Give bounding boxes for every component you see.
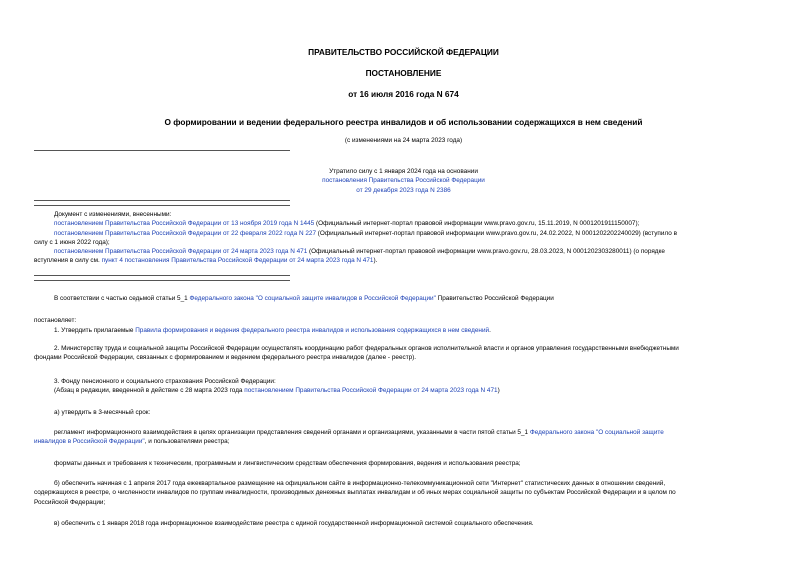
paragraph-3 bbox=[54, 377, 500, 396]
divider bbox=[34, 275, 290, 276]
body-line: б) обеспечить начиная с 1 апреля 2017 года ежеквартальное размещение на официальном сайте в информационно-телекоммуникационной сети "Интернет" статистических данных в отношении сведений, bbox=[54, 480, 666, 487]
law-link[interactable]: Федерального закона "О социальной защите инвалидов в Российской Федерации" bbox=[189, 295, 436, 302]
rules-link[interactable]: Правила формирования и ведения федерального реестра инвалидов и использования содержащихся в нем сведений bbox=[135, 327, 490, 334]
divider bbox=[34, 280, 290, 281]
body-text: Правительство Российской Федерации bbox=[435, 295, 554, 302]
expiry-link[interactable]: постановления Правительства Российской Федерации bbox=[322, 177, 485, 185]
amendment-text: ). bbox=[373, 257, 378, 265]
paragraph-2 bbox=[34, 344, 774, 363]
body-text: регламент информационного взаимодействия в целях организации представления сведений органами и организациями, указанными в части пятой статьи 5_1 bbox=[54, 429, 530, 436]
amendment-item bbox=[54, 219, 774, 228]
body-line: 2. Министерству труда и социальной защиты Российской Федерации осуществлять координацию работ федеральных органов исполнительной власти и органов управления государственными внебюджетными bbox=[54, 345, 679, 352]
amendment-source: (Официальный интернет-портал правовой информации www.pravo.gov.ru, 28.03.2023, N 0001202303280011) (о порядке bbox=[307, 248, 665, 256]
divider bbox=[34, 150, 290, 151]
body-text: . bbox=[489, 327, 491, 334]
amendments-block bbox=[34, 210, 774, 266]
amendment-source: (Официальный интернет-портал правовой информации www.pravo.gov.ru, 24.02.2022, N 0001202202240029) (вступило в bbox=[316, 229, 677, 237]
body-line: содержащихся в реестре, о численности инвалидов по группам инвалидности, производимых денежных выплатах инвалидам и об иных мерах социальной защиты по субъектам Российской Федерации и в целом по bbox=[34, 489, 676, 497]
subparagraph-a-item-2: форматы данных и требования к техническим, программным и лингвистическим средствам обеспечения формирования, ведения и использования реестра; bbox=[54, 460, 521, 467]
amendment-link[interactable]: постановлением Правительства Российской Федерации от 24 марта 2023 года N 471 bbox=[54, 248, 308, 256]
document-title: О формировании и ведении федерального реестра инвалидов и об использовании содержащихся в нем сведений bbox=[164, 117, 643, 127]
government-name: ПРАВИТЕЛЬСТВО РОССИЙСКОЙ ФЕДЕРАЦИИ bbox=[308, 47, 499, 57]
body-text: В соответствии с частью седьмой статьи 5_1 bbox=[54, 295, 190, 302]
body-text: ) bbox=[497, 387, 500, 395]
body-text: 1. Утвердить прилагаемые bbox=[54, 327, 136, 334]
amendment-link[interactable]: пункт 4 постановления Правительства Российской Федерации от 24 марта 2023 года N 471 bbox=[101, 257, 374, 265]
amendment-source: (Официальный интернет-портал правовой информации www.pravo.gov.ru, 15.11.2019, N 0001201911150007); bbox=[314, 220, 640, 228]
amendment-continuation: силу с 1 июня 2022 года); bbox=[34, 238, 110, 246]
divider bbox=[34, 200, 290, 201]
amendment-item bbox=[54, 229, 774, 238]
expiry-line: Утратило силу с 1 января 2024 года на основании bbox=[329, 168, 478, 175]
amendment-link[interactable]: постановлением Правительства Российской Федерации от 24 марта 2023 года N 471 bbox=[244, 387, 498, 395]
paragraph-1 bbox=[54, 326, 491, 335]
amendment-text: вступления в силу см. bbox=[34, 257, 102, 265]
law-link[interactable]: Федерального закона "О социальной защите bbox=[529, 429, 664, 436]
body-line: фондами Российской Федерации, связанных с формированием и ведением федерального реестра инвалидов (далее - реестр). bbox=[34, 354, 417, 362]
subparagraph-a: а) утвердить в 3-месячный срок: bbox=[54, 409, 151, 416]
subparagraph-v: в) обеспечить с 1 января 2018 года информационное взаимодействие реестра с единой государственной информационной системой социального обеспечения. bbox=[54, 520, 534, 527]
subparagraph-b bbox=[34, 479, 774, 507]
expiry-link-date[interactable]: от 29 декабря 2023 года N 2386 bbox=[356, 186, 451, 194]
amendment-link[interactable]: постановлением Правительства Российской Федерации от 22 февраля 2022 года N 227 bbox=[54, 229, 317, 237]
body-text: (Абзац в редакции, введенной в действие с 28 марта 2023 года bbox=[54, 387, 245, 395]
divider bbox=[34, 205, 290, 206]
body-line: Российской Федерации; bbox=[34, 498, 106, 506]
body-text: , и пользователями реестра; bbox=[144, 438, 230, 446]
amendment-item bbox=[54, 247, 774, 256]
body-line: 3. Фонду пенсионного и социального страхования Российской Федерации: bbox=[54, 378, 276, 385]
document-type: ПОСТАНОВЛЕНИЕ bbox=[365, 68, 442, 78]
amendment-link[interactable]: постановлением Правительства Российской Федерации от 13 ноября 2019 года N 1445 bbox=[54, 220, 315, 228]
amendment-continuation bbox=[34, 256, 774, 265]
law-link[interactable]: инвалидов в Российской Федерации" bbox=[34, 438, 145, 446]
amendments-intro: Документ с изменениями, внесенными: bbox=[54, 211, 172, 218]
resolves-word: постановляет: bbox=[34, 317, 77, 324]
expiry-note bbox=[0, 167, 807, 195]
changes-note: (с изменениями на 24 марта 2023 года) bbox=[344, 137, 463, 144]
document-date-number: от 16 июля 2016 года N 674 bbox=[348, 89, 459, 99]
subparagraph-a-item-1 bbox=[34, 428, 774, 447]
preamble bbox=[54, 294, 554, 303]
